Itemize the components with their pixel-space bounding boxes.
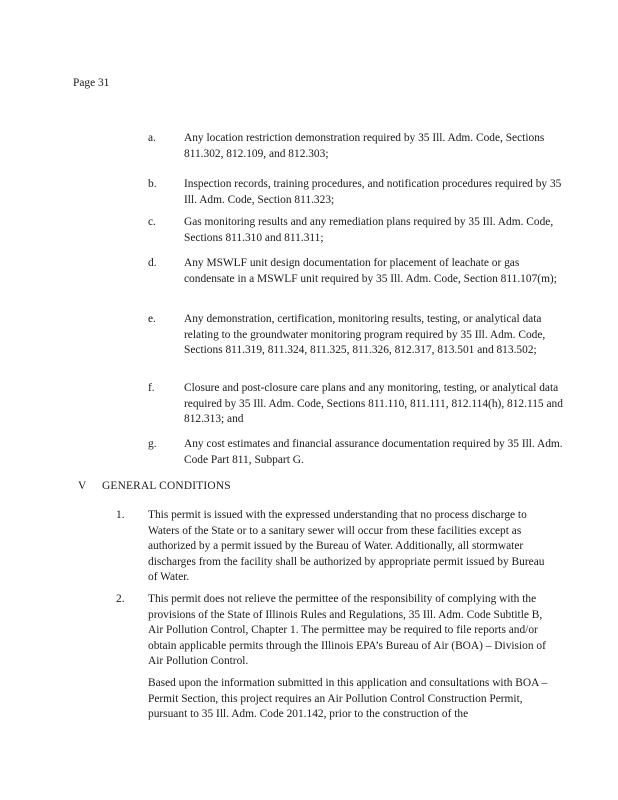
condition-paragraph: This permit is issued with the expressed understanding that no process discharge to Waters of the State or to a sanitary sewer will occur from these facilities except as authorized by a permit issued by the Bureau of Water. Additionally, all stormwater discharges from the facility shall be authorized by appropriate permit issued by Bureau of Water. xyxy=(148,509,545,584)
item-letter: b. xyxy=(148,178,157,190)
page-number: Page 31 xyxy=(73,77,110,89)
item-text: Inspection records, training procedures, and notification procedures required by 35 Ill. Adm. Code, Section 811.323; xyxy=(184,178,562,206)
section-heading: GENERAL CONDITIONS xyxy=(102,480,231,492)
item-text: Any demonstration, certification, monitoring results, testing, or analytical data relating to the groundwater monitoring program required by 35 Ill. Adm. Code, Sections 811.319, 811.324, 811.325, 811.326, 812.317, 813.501 and 813.502; xyxy=(184,313,546,357)
item-text: Gas monitoring results and any remediation plans required by 35 Ill. Adm. Code, Sections 811.310 and 811.311; xyxy=(184,216,554,244)
condition-paragraph: Based upon the information submitted in this application and consultations with BOA – Permit Section, this project requires an Air Pollution Control Construction Permit, pursuant to 35 Ill. Adm. Code 201.142, prior to the construction of the xyxy=(148,677,548,721)
item-letter: e. xyxy=(148,313,156,325)
item-letter: f. xyxy=(148,382,155,394)
item-letter: a. xyxy=(148,132,156,144)
item-text: Any MSWLF unit design documentation for placement of leachate or gas condensate in a MSWLF unit required by 35 Ill. Adm. Code, Section 811.107(m); xyxy=(184,257,557,285)
item-letter: d. xyxy=(148,257,157,269)
item-text: Closure and post-closure care plans and any monitoring, testing, or analytical data required by 35 Ill. Adm. Code, Sections 811.110, 811.111, 812.114(h), 812.115 and 812.313; and xyxy=(184,382,563,426)
item-letter: c. xyxy=(148,216,156,228)
item-text: Any cost estimates and financial assurance documentation required by 35 Ill. Adm. Code Part 811, Subpart G. xyxy=(184,438,563,466)
condition-number: 2. xyxy=(116,593,125,605)
item-letter: g. xyxy=(148,438,157,450)
section-number: V xyxy=(78,480,87,492)
condition-number: 1. xyxy=(116,509,125,521)
item-text: Any location restriction demonstration required by 35 Ill. Adm. Code, Sections 811.302, 812.109, and 812.303; xyxy=(184,132,545,160)
condition-paragraph: This permit does not relieve the permittee of the responsibility of complying with the provisions of the State of Illinois Rules and Regulations, 35 Ill. Adm. Code Subtitle B, Air Pollution Control, Chapter 1. The permittee may be required to file reports and/or obtain applicable permits through the Illinois EPA’s Bureau of Air (BOA) – Division of Air Pollution Control. xyxy=(148,593,546,668)
